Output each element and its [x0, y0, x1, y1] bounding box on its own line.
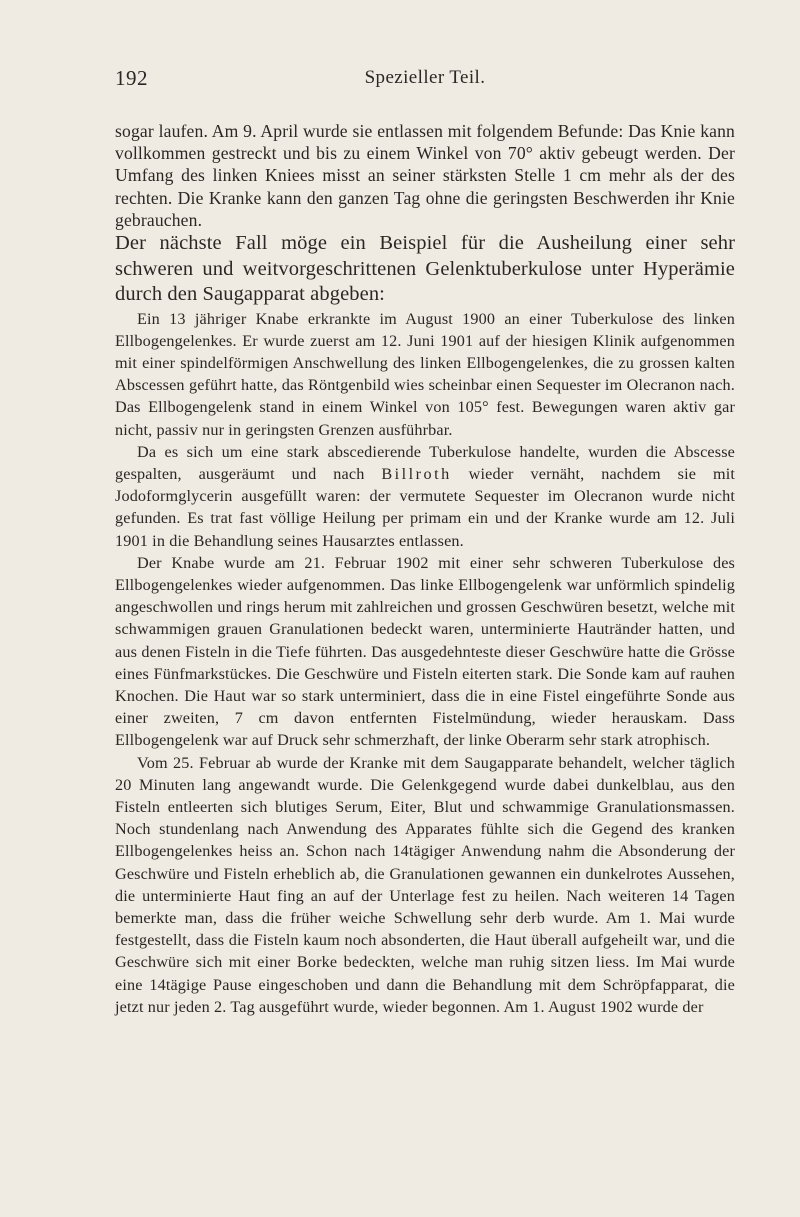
running-head: Spezieller Teil.: [364, 67, 486, 88]
paragraph-intro: sogar laufen. Am 9. April wurde sie entlassen mit folgendem Befunde: Das Knie kann vollkommen gestreckt und bis zu einem Winkel von 70° aktiv gebeugt werden. Der Umfang des linken Kniees misst an seiner stärksten Stelle 1 cm mehr als der des rechten. Die Kranke kann den ganzen Tag ohne die geringsten Beschwerden ihr Knie gebrauchen.: [115, 121, 735, 230]
surgeon-name: Billroth: [381, 464, 452, 483]
case-heading: Der nächste Fall möge ein Beispiel für die Ausheilung einer sehr schweren und weitvorgeschrittenen Gelenktuberkulose unter Hyperämie durch den Saugapparat abgeben:: [115, 232, 735, 306]
paragraph-case-3: Der Knabe wurde am 21. Februar 1902 mit einer sehr schweren Tuberkulose des Ellbogengelenkes wieder aufgenommen. Das linke Ellbogengelenk war unförmlich spindelig angeschwollen und rings herum mit zahlreichen und grossen Geschwüren besetzt, welche mit schwammigen grauen Granulationen bedeckt waren, unterminierte Hautränder hatten, und aus denen Fisteln in die Tiefe führten. Das ausgedehnteste dieser Geschwüre hatte die Grösse eines Fünfmarkstückes. Die Geschwüre und Fisteln eiterten stark. Die Sonde kam auf rauhen Knochen. Die Haut war so stark unterminiert, dass die in eine Fistel eingeführte Sonde aus einer zweiten, 7 cm davon entfernten Fistelmündung, wieder herauskam. Dass Ellbogengelenk war auf Druck sehr schmerzhaft, der linke Oberarm sehr stark atrophisch.: [115, 553, 735, 750]
paragraph-case-1: Ein 13 jähriger Knabe erkrankte im August 1900 an einer Tuberkulose des linken Ellbogengelenkes. Er wurde zuerst am 12. Juni 1901 auf der hiesigen Klinik aufgenommen mit einer spindelförmigen Anschwellung des linken Ellbogengelenkes, die zu grossen kalten Abscessen geführt hatte, das Röntgenbild wies scheinbar einen Sequester im Olecranon nach. Das Ellbogengelenk stand in einem Winkel von 105° fest. Bewegungen waren aktiv gar nicht, passiv nur in geringsten Grenzen ausführbar.: [115, 309, 735, 439]
paragraph-case-4: Vom 25. Februar ab wurde der Kranke mit dem Saugapparate behandelt, welcher täglich 20 Minuten lang angewandt wurde. Die Gelenkgegend wurde dabei dunkelblau, aus den Fisteln entleerten sich blutiges Serum, Eiter, Blut und schwammige Granulationsmassen. Noch stundenlang nach Anwendung des Apparates fühlte sich die Gegend des kranken Ellbogengelenkes heiss an. Schon nach 14tägiger Anwendung nahm die Absonderung der Geschwüre und Fisteln erheblich ab, die Granulationen gewannen ein dunkelrotes Aussehen, die unterminierte Haut fing an auf der Unterlage fest zu heilen. Nach weiteren 14 Tagen bemerkte man, dass die früher weiche Schwellung sehr derb wurde. Am 1. Mai wurde festgestellt, dass die Fisteln kaum noch absonderten, die Haut überall aufgeheilt war, und die Geschwüre sich mit einer Borke bedeckten, welche man ruhig sitzen liess. Im Mai wurde eine 14tägige Pause eingeschoben und dann die Behandlung mit dem Schröpfapparat, die jetzt nur jeden 2. Tag ausgeführt wurde, wieder begonnen. Am 1. August 1902 wurde der: [115, 753, 735, 1016]
page-header: [115, 66, 735, 96]
paragraph-case-2-text-b: wieder vernäht, nachdem sie mit Jodoformglycerin ausgefüllt waren: der vermutete Sequester im Olecranon wurde nicht gefunden. Es trat fast völlige Heilung per primam ein und der Kranke wurde am 12. Juli 1901 in die Behandlung seines Hausarztes entlassen.: [115, 464, 736, 550]
body-text: [115, 120, 735, 1018]
paragraph-case-2: [115, 441, 735, 552]
page-number: 192: [115, 66, 148, 90]
paragraph-case-2-text-a: Da es sich um eine stark abscedierende Tuberkulose handelte, wurden die Abscesse gespalten, ausgeräumt und nach: [115, 442, 735, 483]
